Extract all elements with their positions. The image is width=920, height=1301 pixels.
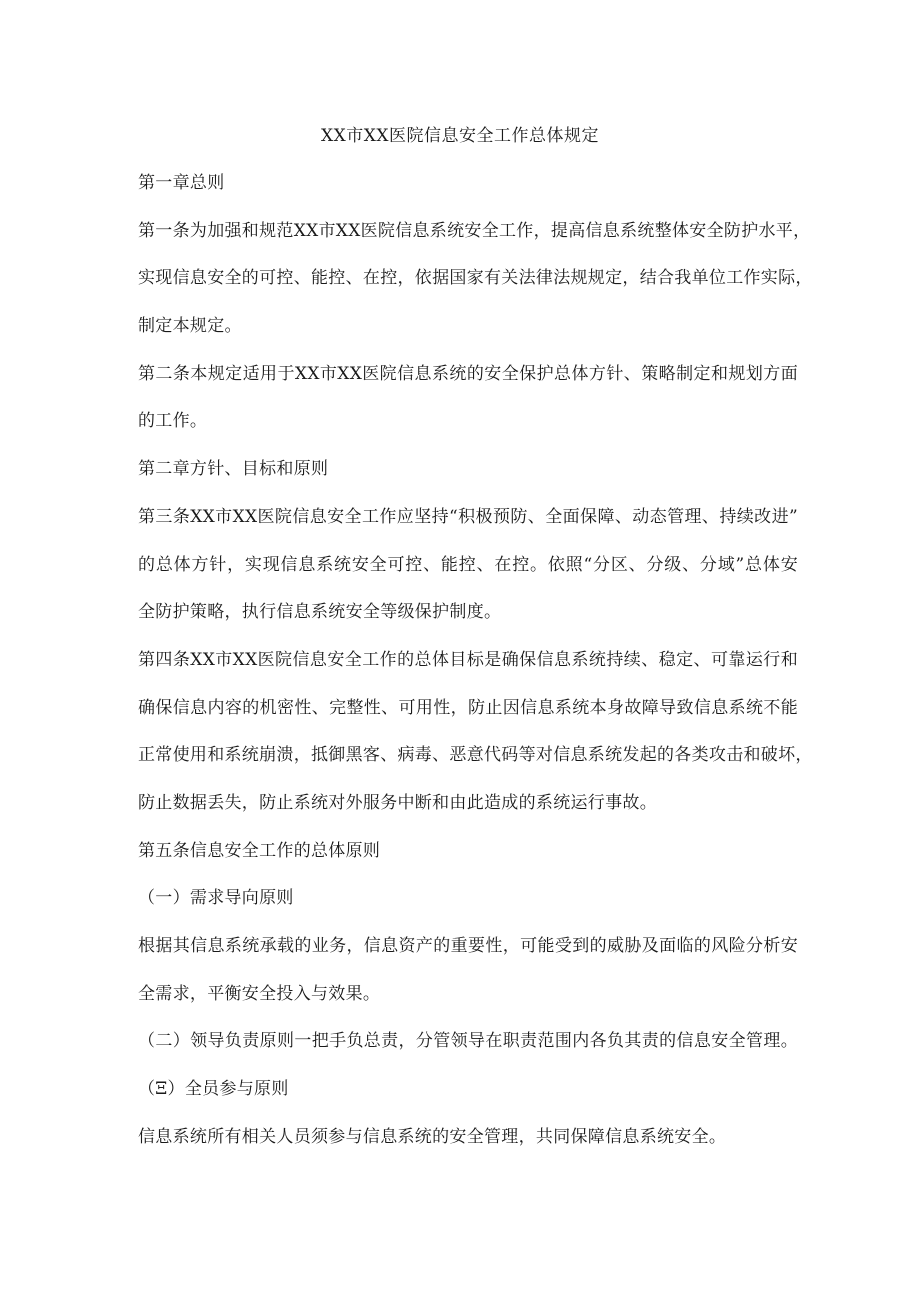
paragraph-line: 正常使用和系统崩溃，抵御黑客、病毒、恶意代码等对信息系统发起的各类攻击和破坏， (138, 745, 813, 766)
paragraph-line: 信息系统所有相关人员须参与信息系统的安全管理，共同保障信息系统安全。 (138, 1126, 727, 1147)
document-body (138, 171, 813, 1172)
paragraph-line: 第四条XX市XX医院信息安全工作的总体目标是确保信息系统持续、稳定、可靠运行和 (138, 649, 798, 670)
paragraph-line: （Ξ）全员参与原则 (138, 1079, 289, 1100)
paragraph-line: （二）领导负责原则一把手负总责，分管领导在职责范围内各负其责的信息安全管理。 (138, 1031, 798, 1052)
paragraph-line: 第五条信息安全工作的总体原则 (138, 840, 381, 861)
paragraph-line: （一）需求导向原则 (138, 888, 294, 909)
paragraph-line: 第一条为加强和规范XX市XX医院信息系统安全工作，提高信息系统整体安全防护水平， (138, 220, 811, 241)
paragraph-line: 第三条XX市XX医院信息安全工作应坚持“积极预防、全面保障、动态管理、持续改进” (138, 506, 798, 527)
paragraph-line: 全需求，平衡安全投入与效果。 (138, 983, 381, 1004)
paragraph-line: 确保信息内容的机密性、完整性、可用性，防止因信息系统本身故障导致信息系统不能 (138, 697, 798, 718)
paragraph-line: 第二章方针、目标和原则 (138, 459, 329, 480)
paragraph-line: 第一章总则 (138, 173, 225, 193)
paragraph-line: 根据其信息系统承载的业务，信息资产的重要性，可能受到的威胁及面临的风险分析安 (138, 936, 798, 956)
document-title: XX市XX医院信息安全工作总体规定 (321, 126, 599, 146)
paragraph-line: 的工作。 (138, 411, 208, 432)
paragraph-line: 防止数据丢失，防止系统对外服务中断和由此造成的系统运行事故。 (138, 792, 657, 813)
paragraph-line: 的总体方针，实现信息系统安全可控、能控、在控。依照“分区、分级、分域”总体安 (138, 554, 798, 575)
paragraph-line: 制定本规定。 (138, 316, 242, 337)
paragraph-line: 全防护策略，执行信息系统安全等级保护制度。 (138, 602, 502, 623)
paragraph-line: 第二条本规定适用于XX市XX医院信息系统的安全保护总体方针、策略制定和规划方面 (138, 363, 798, 384)
paragraph-line: 实现信息安全的可控、能控、在控，依据国家有关法律法规规定，结合我单位工作实际， (138, 268, 813, 289)
